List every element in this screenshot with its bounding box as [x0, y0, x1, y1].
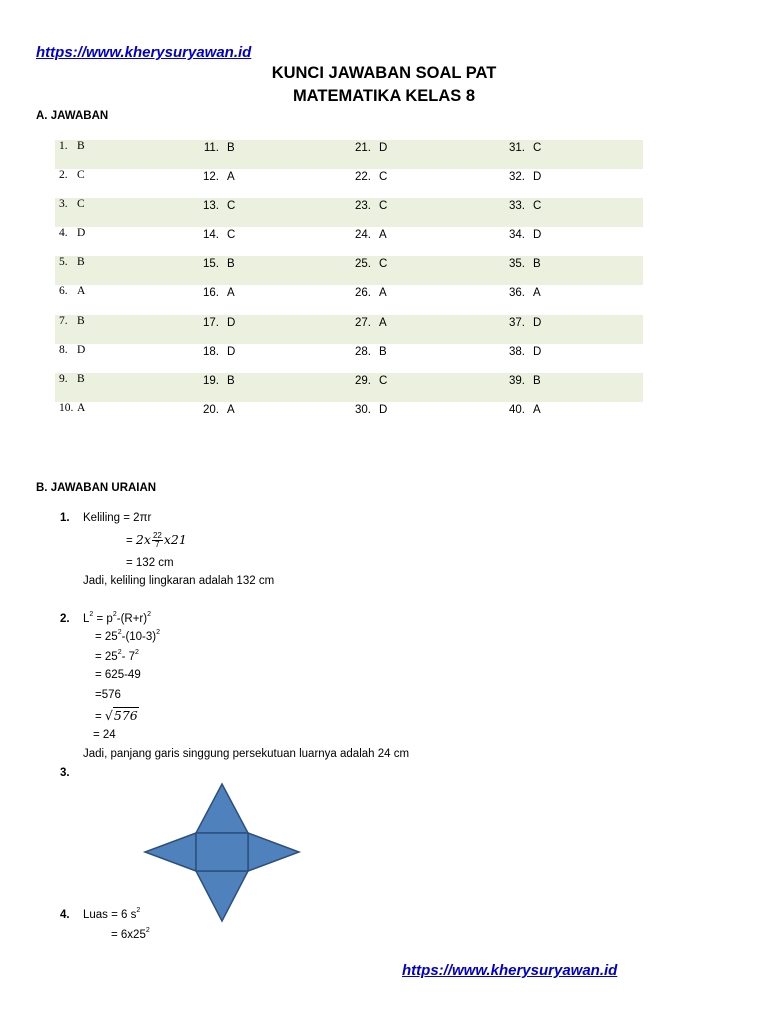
q1-line2-a: 2x	[135, 532, 151, 547]
answer-cell	[341, 227, 495, 256]
answer-number: 38.	[509, 345, 525, 358]
q4-l2-a: = 6x25	[111, 929, 146, 941]
answer-letter: C	[227, 200, 236, 213]
answer-cell-content	[495, 227, 643, 241]
answer-cell-content	[495, 256, 643, 270]
q2-line4: = 625-49	[95, 669, 141, 681]
q4-l1-a: Luas = 6 s	[83, 909, 137, 921]
q1-frac-num: 22	[152, 531, 162, 541]
answer-number: 31.	[509, 142, 525, 154]
answer-number: 2.	[59, 169, 68, 182]
q2-line3	[95, 651, 139, 663]
answer-letter: C	[77, 169, 85, 182]
answer-cell	[341, 285, 495, 314]
answer-number: 25.	[355, 258, 371, 271]
answer-number: 28.	[355, 345, 371, 358]
q2-line7: = 24	[93, 729, 116, 741]
answer-cell	[55, 140, 189, 169]
answer-number: 34.	[509, 229, 525, 242]
answer-cell-content	[341, 140, 495, 154]
answer-cell-content	[341, 169, 495, 183]
answer-cell	[55, 344, 189, 373]
answer-row	[55, 373, 643, 402]
answer-cell-content	[341, 373, 495, 387]
q2-line5: =576	[95, 689, 121, 701]
answer-letter: C	[533, 200, 542, 213]
answer-letter: C	[379, 374, 388, 387]
answer-cell-content	[189, 256, 341, 270]
page-title: KUNCI JAWABAN SOAL PAT	[271, 64, 497, 82]
answer-number: 24.	[355, 229, 371, 242]
q2-line2	[95, 631, 160, 643]
answer-cell-content	[495, 198, 643, 212]
answer-cell-content	[55, 256, 189, 268]
q2-line6	[95, 708, 139, 723]
q1-line2	[126, 532, 187, 549]
answer-row	[55, 227, 643, 256]
answer-cell-content	[55, 344, 189, 356]
answer-cell	[55, 285, 189, 314]
answer-number: 13.	[203, 200, 219, 213]
answer-cell	[189, 373, 341, 402]
q2-l3-sup2: 2	[135, 649, 139, 656]
answer-letter: C	[379, 258, 388, 271]
answer-letter: D	[77, 227, 86, 240]
answer-cell-content	[189, 315, 341, 329]
answer-cell-content	[189, 402, 341, 416]
answer-cell-content	[55, 315, 189, 327]
answer-cell	[55, 256, 189, 285]
q2-radicand: 576	[113, 708, 138, 723]
answer-letter: C	[379, 200, 388, 213]
answer-letter: C	[77, 198, 85, 211]
answer-cell	[495, 169, 643, 198]
answer-letter: A	[227, 403, 235, 416]
answer-number: 3.	[59, 198, 68, 211]
answer-number: 19.	[203, 374, 219, 387]
answer-letter: B	[533, 258, 541, 271]
q1-line2-b: x21	[163, 532, 187, 547]
section-a-heading: A. JAWABAN	[36, 110, 109, 122]
answer-cell-content	[495, 315, 643, 329]
answer-cell-content	[189, 169, 341, 183]
answer-letter: B	[227, 374, 235, 387]
answer-letter: C	[227, 229, 236, 242]
answer-letter: D	[533, 171, 542, 184]
answer-cell	[55, 402, 189, 431]
answer-cell-content	[189, 227, 341, 241]
q4-l2-sup: 2	[145, 927, 150, 934]
answer-row	[55, 285, 643, 314]
section-b-heading: B. JAWABAN URAIAN	[36, 482, 157, 494]
answer-cell	[495, 344, 643, 373]
answer-cell	[341, 344, 495, 373]
answer-number: 40.	[509, 403, 525, 416]
q2-l6-prefix: =	[95, 711, 105, 723]
answer-number: 5.	[59, 256, 68, 269]
answer-number: 11.	[203, 142, 219, 154]
q2-number: 2.	[60, 613, 70, 625]
answer-row	[55, 402, 643, 431]
q2-l3-a: = 25	[95, 651, 118, 663]
answer-cell	[495, 373, 643, 402]
answer-cell	[341, 315, 495, 344]
answer-cell	[189, 169, 341, 198]
answer-cell	[55, 169, 189, 198]
pyramid-net-diagram	[140, 780, 305, 925]
answer-letter: D	[77, 343, 86, 356]
answer-letter: C	[533, 142, 542, 154]
answer-letter: B	[227, 142, 235, 154]
answer-number: 29.	[355, 374, 371, 387]
q4-line1	[83, 909, 140, 921]
answer-number: 27.	[355, 316, 371, 329]
answer-cell-content	[341, 344, 495, 358]
q4-line2	[111, 929, 150, 941]
q1-line3: = 132 cm	[126, 557, 174, 569]
answer-number: 20.	[203, 403, 219, 416]
answer-cell	[341, 256, 495, 285]
answer-cell-content	[189, 285, 341, 299]
answer-cell-content	[55, 373, 189, 385]
answer-letter: B	[77, 256, 85, 269]
answer-cell	[55, 227, 189, 256]
answer-number: 39.	[509, 374, 525, 387]
answer-letter: B	[77, 314, 85, 327]
answer-cell-content	[55, 140, 189, 152]
answer-number: 4.	[59, 227, 68, 240]
answer-number: 6.	[59, 285, 68, 298]
answer-cell	[189, 285, 341, 314]
answer-letter: B	[379, 345, 387, 358]
answer-cell-content	[495, 285, 643, 299]
answer-cell-content	[341, 285, 495, 299]
answer-letter: D	[379, 403, 388, 416]
answer-letter: D	[533, 229, 542, 242]
answer-cell	[495, 402, 643, 431]
q2-l1-a: L	[83, 613, 90, 625]
answer-number: 30.	[355, 403, 371, 416]
answer-cell-content	[189, 140, 341, 154]
q2-l1-sup2: 2	[112, 611, 117, 618]
answer-cell-content	[55, 227, 189, 239]
answer-letter: B	[77, 140, 85, 152]
answer-number: 12.	[203, 171, 219, 184]
q1-frac-den: 7	[155, 540, 160, 550]
answer-letter: B	[533, 374, 541, 387]
q1-fraction	[152, 532, 163, 549]
answer-letter: A	[379, 287, 387, 300]
answer-number: 23.	[355, 200, 371, 213]
answer-row	[55, 256, 643, 285]
answer-letter: D	[227, 316, 236, 329]
answer-cell-content	[55, 402, 189, 414]
answer-cell	[189, 227, 341, 256]
net-top-triangle	[196, 784, 248, 833]
answer-letter: D	[533, 316, 542, 329]
q2-l1-c: -(R+r)	[116, 613, 148, 625]
answer-letter: A	[379, 316, 387, 329]
q2-l2-sup1: 2	[117, 629, 122, 636]
answer-number: 14.	[203, 229, 219, 242]
answer-cell-content	[495, 140, 643, 154]
answer-cell	[189, 256, 341, 285]
answer-cell	[55, 315, 189, 344]
q1-conclusion: Jadi, keliling lingkaran adalah 132 cm	[83, 575, 275, 587]
sqrt-icon: √	[104, 708, 113, 723]
q2-l2-sup2: 2	[156, 629, 161, 636]
answer-number: 21.	[355, 142, 371, 154]
answer-letter: D	[533, 345, 542, 358]
answer-letter: A	[77, 401, 86, 414]
q1-line1: Keliling = 2πr	[83, 512, 152, 524]
pyramid-net	[145, 784, 299, 921]
answer-cell-content	[341, 402, 495, 416]
answer-cell-content	[189, 198, 341, 212]
answer-letter: A	[77, 285, 86, 298]
answer-letter: B	[77, 372, 85, 385]
answer-row	[55, 315, 643, 344]
answer-number: 8.	[59, 343, 68, 356]
answer-row	[55, 344, 643, 373]
q2-sqrt	[105, 707, 139, 723]
answer-letter: C	[379, 171, 388, 184]
answer-cell-content	[55, 285, 189, 297]
answer-letter: A	[533, 287, 541, 300]
answer-cell	[341, 402, 495, 431]
q2-line1	[83, 613, 151, 625]
answer-number: 18.	[203, 345, 219, 358]
q2-l3-b: - 7	[121, 651, 136, 663]
answer-number: 7.	[59, 314, 68, 327]
answer-cell	[495, 315, 643, 344]
answer-cell	[55, 373, 189, 402]
answer-cell	[189, 402, 341, 431]
answer-number: 33.	[509, 200, 525, 213]
answer-letter: A	[227, 171, 235, 184]
q2-l1-sup3: 2	[147, 611, 151, 618]
answer-letter: A	[227, 287, 235, 300]
answer-cell	[495, 227, 643, 256]
answer-cell-content	[189, 373, 341, 387]
answer-row	[55, 169, 643, 198]
answer-number: 15.	[203, 258, 219, 271]
answer-number: 35.	[509, 258, 525, 271]
answer-cell	[495, 256, 643, 285]
header-link[interactable]: https://www.kherysuryawan.id	[36, 44, 252, 61]
answer-cell-content	[495, 169, 643, 183]
q4-number: 4.	[60, 909, 70, 921]
q2-conclusion: Jadi, panjang garis singgung persekutuan luarnya adalah 24 cm	[83, 748, 410, 760]
answer-cell	[341, 198, 495, 227]
net-center-square	[196, 833, 248, 871]
net-right-triangle	[248, 833, 299, 871]
answer-letter: D	[379, 142, 388, 154]
net-left-triangle	[145, 833, 196, 871]
q1-line2-prefix: =	[126, 535, 136, 547]
answer-table	[55, 140, 643, 431]
answer-row	[55, 198, 643, 227]
answer-cell	[341, 140, 495, 169]
page-subtitle: MATEMATIKA KELAS 8	[292, 87, 476, 105]
answer-number: 22.	[355, 171, 371, 184]
answer-cell	[495, 285, 643, 314]
answer-cell	[495, 198, 643, 227]
q2-l2-a: = 25	[95, 631, 118, 643]
answer-number: 9.	[59, 372, 68, 385]
answer-cell	[341, 373, 495, 402]
answer-letter: A	[533, 403, 541, 416]
answer-letter: D	[227, 345, 236, 358]
answer-cell	[189, 140, 341, 169]
q2-l1-sup1: 2	[89, 611, 94, 618]
answer-cell	[341, 169, 495, 198]
answer-cell-content	[341, 227, 495, 241]
q2-l3-sup1: 2	[117, 649, 122, 656]
answer-cell	[189, 315, 341, 344]
answer-cell-content	[55, 198, 189, 210]
answer-letter: A	[379, 229, 387, 242]
footer-link[interactable]: https://www.kherysuryawan.id	[402, 962, 618, 979]
answer-cell-content	[55, 169, 189, 181]
answer-number: 1.	[59, 140, 68, 152]
answer-number: 17.	[203, 316, 219, 329]
answer-cell-content	[189, 344, 341, 358]
q2-l1-b: = p	[93, 613, 113, 625]
net-bottom-triangle	[196, 871, 248, 921]
q2-l2-b: -(10-3)	[121, 631, 157, 643]
answer-number: 37.	[509, 316, 525, 329]
answer-cell-content	[341, 198, 495, 212]
answer-cell-content	[495, 373, 643, 387]
answer-cell-content	[341, 315, 495, 329]
answer-cell-content	[495, 402, 643, 416]
answer-number: 26.	[355, 287, 371, 300]
q3-number: 3.	[60, 767, 70, 779]
answer-number: 10.	[59, 401, 74, 414]
q4-l1-sup: 2	[136, 907, 141, 914]
q1-number: 1.	[60, 512, 70, 524]
answer-cell	[189, 344, 341, 373]
answer-row	[55, 140, 643, 169]
answer-cell	[55, 198, 189, 227]
answer-number: 16.	[203, 287, 219, 300]
answer-cell	[189, 198, 341, 227]
answer-cell	[495, 140, 643, 169]
answer-number: 36.	[509, 287, 525, 300]
answer-cell-content	[341, 256, 495, 270]
answer-number: 32.	[509, 171, 525, 184]
answer-cell-content	[495, 344, 643, 358]
answer-letter: B	[227, 258, 235, 271]
